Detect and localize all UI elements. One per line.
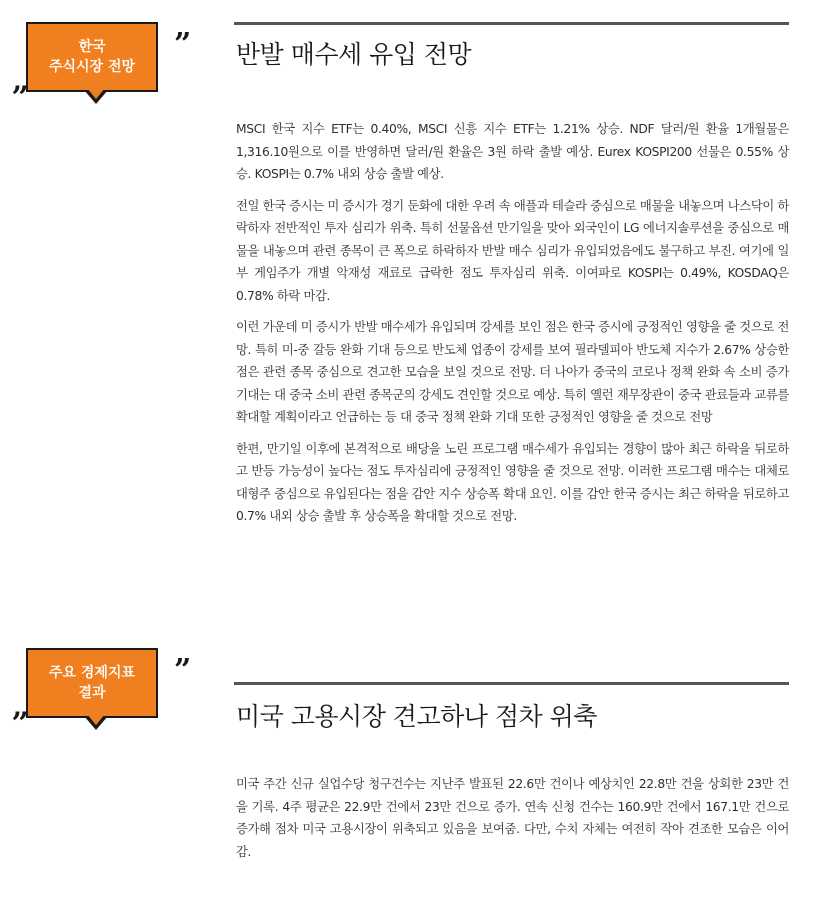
paragraph: 전일 한국 증시는 미 증시가 경기 둔화에 대한 우려 속 애플과 테슬라 중심으로 매물을 내놓으며 나스닥이 하락하자 전반적인 투자 심리가 위축. 특히 선물옵션 만기일을 맞아 외국인이 LG 에너지솔루션을 중심으로 매물을 내놓으며 관련 종목이 큰 폭으로 하락하자 반발 매수 심리가 유입되었음에도 불구하고 부진. 여기에 일부 게임주가 개별 악재성 재료로 급락한 점도 투자심리 위축. 이여파로 KOSPI는 0.49%, KOSDAQ은 0.78% 하락 마감.: [236, 198, 789, 303]
section-1-body: [236, 118, 789, 537]
badge-line-2: 결과: [78, 685, 106, 701]
section-2-body: [236, 773, 789, 872]
close-quote-icon: ”: [174, 27, 192, 62]
section-2-rule: [234, 682, 789, 685]
badge-line-1: 주요 경제지표: [48, 665, 136, 681]
section-1-badge: [12, 22, 196, 122]
open-quote-icon: „: [12, 689, 30, 724]
paragraph: 이런 가운데 미 증시가 반발 매수세가 유입되며 강세를 보인 점은 한국 증시에 긍정적인 영향을 줄 것으로 전망. 특히 미-중 갈등 완화 기대 등으로 반도체 업종이 강세를 보여 필라델피아 반도체 지수가 2.67% 상승한 점은 관련 종목 중심으로 견고한 모습을 보일 것으로 전망. 더 나아가 중국의 코로나 정책 완화 속 소비 증가 기대는 대 중국 소비 관련 종목군의 강세도 견인할 것으로 예상. 특히 옐런 재무장관이 중국 관료들과 교류를 확대할 계획이라고 언급하는 등 대 중국 정책 완화 기대 또한 긍정적인 영향을 줄 것으로 전망: [236, 320, 789, 424]
badge-box: [26, 648, 158, 718]
paragraph: 미국 주간 신규 실업수당 청구건수는 지난주 발표된 22.6만 건이나 예상치인 22.8만 건을 상회한 23만 건을 기록. 4주 평균은 22.9만 건에서 23만 건으로 증가. 연속 신청 건수는 160.9만 건에서 167.1만 건으로 증가해 점차 미국 고용시장이 위축되고 있음을 보여줌. 다만, 수치 자체는 여전히 작아 견조한 모습은 이어감.: [236, 777, 789, 859]
badge-tail-fill: [87, 88, 105, 99]
paragraph: 한편, 만기일 이후에 본격적으로 배당을 노린 프로그램 매수세가 유입되는 경향이 많아 최근 하락을 뒤로하고 반등 가능성이 높다는 점도 투자심리에 긍정적인 영향을 줄 것으로 전망. 이러한 프로그램 매수는 대체로 대형주 중심으로 유입된다는 점을 감안 지수 상승폭 확대 요인. 이를 감안 한국 증시는 최근 하락을 뒤로하고 0.7% 내외 상승 출발 후 상승폭을 확대할 것으로 전망.: [236, 441, 789, 523]
section-1-title: 반발 매수세 유입 전망: [236, 40, 472, 69]
section-1-rule: [234, 22, 789, 25]
section-2-title: 미국 고용시장 견고하나 점차 위축: [236, 702, 597, 731]
badge-box: [26, 22, 158, 92]
badge-tail-fill: [87, 714, 105, 725]
section-2-badge: [12, 648, 196, 748]
badge-line-2: 주식시장 전망: [48, 59, 136, 75]
badge-line-1: 한국: [78, 39, 106, 55]
open-quote-icon: „: [12, 63, 30, 98]
paragraph: MSCI 한국 지수 ETF는 0.40%, MSCI 신흥 지수 ETF는 1.21% 상승. NDF 달러/원 환율 1개월물은 1,316.10원으로 이를 반영하면 달러/원 환율은 3원 하락 출발 예상. Eurex KOSPI200 선물은 0.55% 상승. KOSPI는 0.7% 내외 상승 출발 예상.: [236, 122, 789, 181]
close-quote-icon: ”: [174, 653, 192, 688]
